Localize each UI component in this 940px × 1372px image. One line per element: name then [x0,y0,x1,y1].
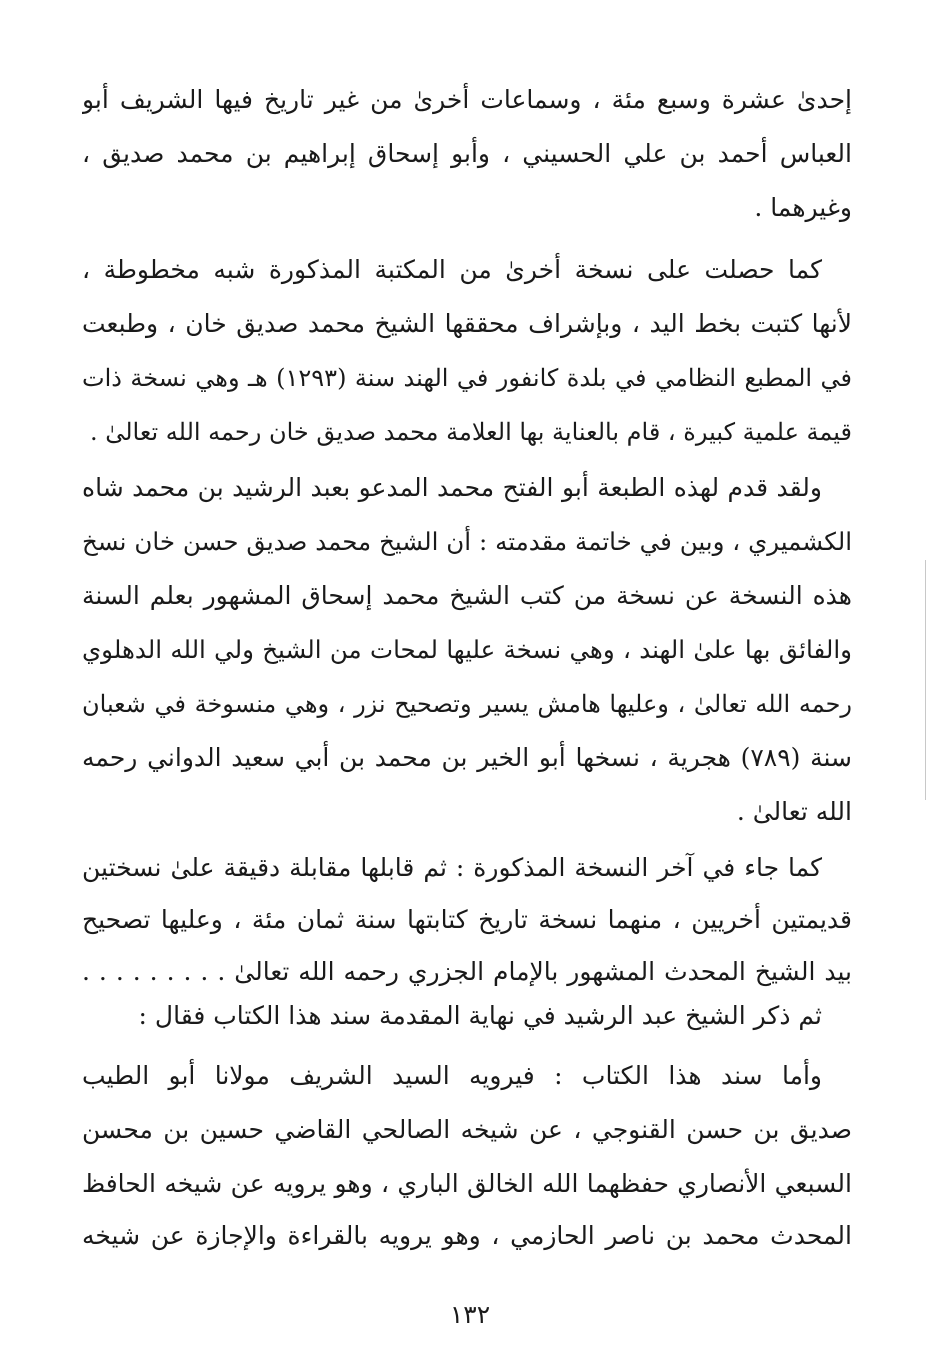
text-line: الله تعالىٰ . [736,797,852,826]
scan-edge-line [925,560,926,800]
text-line: رحمه الله تعالىٰ ، وعليها هامش يسير وتصحيح نزر ، وهي منسوخة في شعبان [82,690,852,718]
text-line: قديمتين أخريين ، منهما نسخة تاريخ كتابتها سنة ثمان مئة ، وعليها تصحيح [82,905,852,934]
text-line: ثم ذكر الشيخ عبد الرشيد في نهاية المقدمة سند هذا الكتاب فقال : [138,1001,822,1030]
text-line: كما حصلت على نسخة أخرىٰ من المكتبة المذكورة شبه مخطوطة ، [82,255,822,284]
text-line: ولقد قدم لهذه الطبعة أبو الفتح محمد المدعو بعبد الرشيد بن محمد شاه [82,473,822,502]
text-line: وأما سند هذا الكتاب : فيرويه السيد الشريف مولانا أبو الطيب [82,1061,822,1090]
text-line: العباس أحمد بن علي الحسيني ، وأبو إسحاق إبراهيم بن محمد صديق ، [82,139,852,168]
text-line: وغيرهما . [754,193,852,222]
text-line: صديق بن حسن القنوجي ، عن شيخه الصالحي القاضي حسين بن محسن [82,1115,852,1144]
text-line: لأنها كتبت بخط اليد ، وبإشراف محققها الشيخ محمد صديق خان ، وطبعت [82,309,852,338]
page-number: ١٣٢ [449,1300,491,1329]
text-line: كما جاء في آخر النسخة المذكورة : ثم قابلها مقابلة دقيقة علىٰ نسختين [82,853,822,882]
text-line: في المطبع النظامي في بلدة كانفور في الهند سنة (١٢٩٣) هـ وهي نسخة ذات [82,364,852,392]
text-line: والفائق بها علىٰ الهند ، وهي نسخة عليها لمحات من الشيخ ولي الله الدهلوي [82,635,852,664]
text-line: المحدث محمد بن ناصر الحازمي ، وهو يرويه بالقراءة والإجازة عن شيخه [82,1221,852,1250]
text-line: بيد الشيخ المحدث المشهور بالإمام الجزري رحمه الله تعالىٰ . . . . . . . . . [82,957,852,986]
text-line: الكشميري ، وبين في خاتمة مقدمته : أن الشيخ محمد صديق حسن خان نسخ [82,527,852,556]
text-line: قيمة علمية كبيرة ، قام بالعناية بها العلامة محمد صديق خان رحمه الله تعالىٰ . [89,418,852,446]
text-line: السبعي الأنصاري حفظهما الله الخالق الباري ، وهو يرويه عن شيخه الحافظ [82,1169,852,1198]
text-line: سنة (٧٨٩) هجرية ، نسخها أبو الخير بن محمد بن أبي سعيد الدواني رحمه [82,743,852,772]
text-line: إحدىٰ عشرة وسبع مئة ، وسماعات أخرىٰ من غير تاريخ فيها الشريف أبو [82,85,852,114]
text-line: هذه النسخة عن نسخة من كتب الشيخ محمد إسحاق المشهور بعلم السنة [82,581,852,610]
